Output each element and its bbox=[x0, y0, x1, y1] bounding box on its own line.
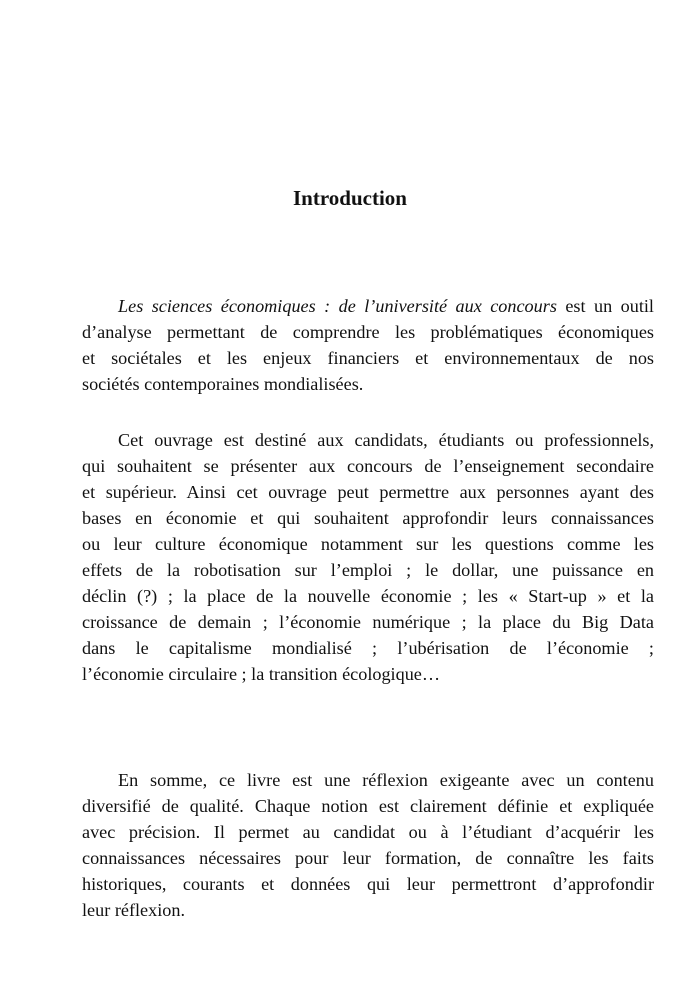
text-line: qui souhaitent se présenter aux concours de l’enseignement secondaire bbox=[82, 456, 654, 476]
text-line: l’économie circulaire ; la transition écologique… bbox=[82, 664, 441, 684]
text-line: ou leur culture économique notamment sur les questions comme les bbox=[82, 534, 654, 554]
text-line: avec précision. Il permet au candidat ou à l’étudiant d’acquérir les bbox=[82, 822, 654, 842]
text-line: leur réflexion. bbox=[82, 900, 186, 920]
text-line: croissance de demain ; l’économie numérique ; la place du Big Data bbox=[82, 612, 654, 632]
text-line: déclin (?) ; la place de la nouvelle économie ; les « Start-up » et la bbox=[82, 586, 654, 606]
text-line: bases en économie et qui souhaitent approfondir leurs connaissances bbox=[82, 508, 654, 528]
text-line: effets de la robotisation sur l’emploi ; le dollar, une puissance en bbox=[82, 560, 654, 580]
text-line: sociétés contemporaines mondialisées. bbox=[82, 374, 364, 394]
text-line: Cet ouvrage est destiné aux candidats, étudiants ou professionnels, bbox=[118, 430, 654, 450]
text-line: En somme, ce livre est une réflexion exigeante avec un contenu bbox=[118, 770, 654, 790]
text-line: historiques, courants et données qui leur permettront d’approfondir bbox=[82, 874, 654, 894]
book-title: Les sciences économiques : de l’université aux concours bbox=[118, 296, 557, 316]
text-line bbox=[82, 293, 654, 319]
text-line: d’analyse permettant de comprendre les problématiques économiques bbox=[82, 322, 654, 342]
paragraph-1 bbox=[82, 293, 654, 397]
text-span: est un outil bbox=[556, 296, 654, 316]
text-line: diversifié de qualité. Chaque notion est clairement définie et expliquée bbox=[82, 796, 654, 816]
paragraph-3 bbox=[82, 767, 654, 923]
text-line: et sociétales et les enjeux financiers et environnementaux de nos bbox=[82, 348, 654, 368]
paragraph-2 bbox=[82, 427, 654, 687]
page-title: Introduction bbox=[293, 186, 407, 210]
text-line: et supérieur. Ainsi cet ouvrage peut permettre aux personnes ayant des bbox=[82, 482, 654, 502]
text-line: dans le capitalisme mondialisé ; l’ubérisation de l’économie ; bbox=[82, 638, 654, 658]
text-line: connaissances nécessaires pour leur formation, de connaître les faits bbox=[82, 848, 654, 868]
